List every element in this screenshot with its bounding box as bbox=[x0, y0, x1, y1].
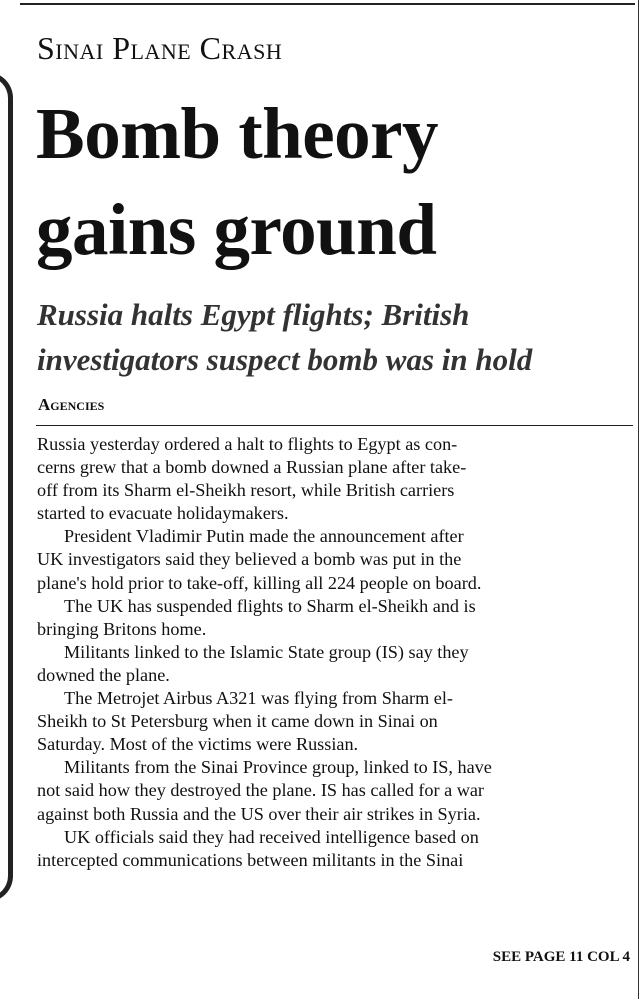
paragraph-1 bbox=[37, 433, 626, 525]
continuation-jump-line: SEE PAGE 11 COL 4 bbox=[492, 949, 630, 965]
headline bbox=[36, 86, 626, 278]
body-line: bringing Britons home. bbox=[37, 618, 207, 639]
body-line: UK officials said they had received intelligence based on bbox=[64, 826, 479, 847]
body-line: started to evacuate holidaymakers. bbox=[37, 503, 289, 524]
paragraph-4 bbox=[37, 641, 626, 687]
body-line: off from its Sharm el-Sheikh resort, while British carriers bbox=[37, 480, 455, 501]
paragraph-6 bbox=[37, 756, 626, 825]
body-line: intercepted communications between militants in the Sinai bbox=[37, 849, 464, 870]
body-line: Russia yesterday ordered a halt to flights to Egypt as con- bbox=[37, 434, 458, 454]
right-column-rule bbox=[638, 0, 639, 999]
subheadline bbox=[37, 292, 632, 382]
body-line: plane's hold prior to take-off, killing all 224 people on board. bbox=[37, 572, 482, 593]
body-line: UK investigators said they believed a bomb was put in the bbox=[37, 549, 462, 570]
paragraph-3 bbox=[37, 595, 626, 641]
subheadline-line-1: Russia halts Egypt flights; British bbox=[37, 297, 470, 332]
byline-rule bbox=[36, 425, 633, 426]
article-body bbox=[37, 433, 626, 872]
body-line: Militants from the Sinai Province group, linked to IS, have bbox=[64, 757, 492, 778]
body-line: downed the plane. bbox=[37, 664, 170, 685]
body-line: against both Russia and the US over their air strikes in Syria. bbox=[37, 803, 481, 824]
body-line: Saturday. Most of the victims were Russian. bbox=[37, 734, 359, 755]
headline-line-1: Bomb theory bbox=[36, 93, 439, 174]
left-border-bracket bbox=[0, 72, 13, 902]
body-line: Sheikh to St Petersburg when it came down in Sinai on bbox=[37, 711, 438, 732]
paragraph-5 bbox=[37, 687, 626, 756]
body-line: cerns grew that a bomb downed a Russian plane after take- bbox=[37, 457, 467, 478]
body-line: Militants linked to the Islamic State group (IS) say they bbox=[64, 641, 469, 662]
paragraph-2 bbox=[37, 525, 626, 594]
body-line: President Vladimir Putin made the announcement after bbox=[64, 526, 464, 547]
paragraph-7 bbox=[37, 826, 626, 872]
body-line: The Metrojet Airbus A321 was flying from Sharm el- bbox=[64, 688, 453, 709]
byline: Agencies bbox=[38, 395, 105, 414]
top-rule bbox=[20, 3, 635, 5]
headline-line-2: gains ground bbox=[36, 189, 437, 270]
body-line: not said how they destroyed the plane. IS has called for a war bbox=[37, 780, 484, 801]
kicker: Sinai Plane Crash bbox=[37, 30, 283, 66]
subheadline-line-2: investigators suspect bomb was in hold bbox=[37, 342, 533, 377]
body-line: The UK has suspended flights to Sharm el-Sheikh and is bbox=[64, 595, 476, 616]
